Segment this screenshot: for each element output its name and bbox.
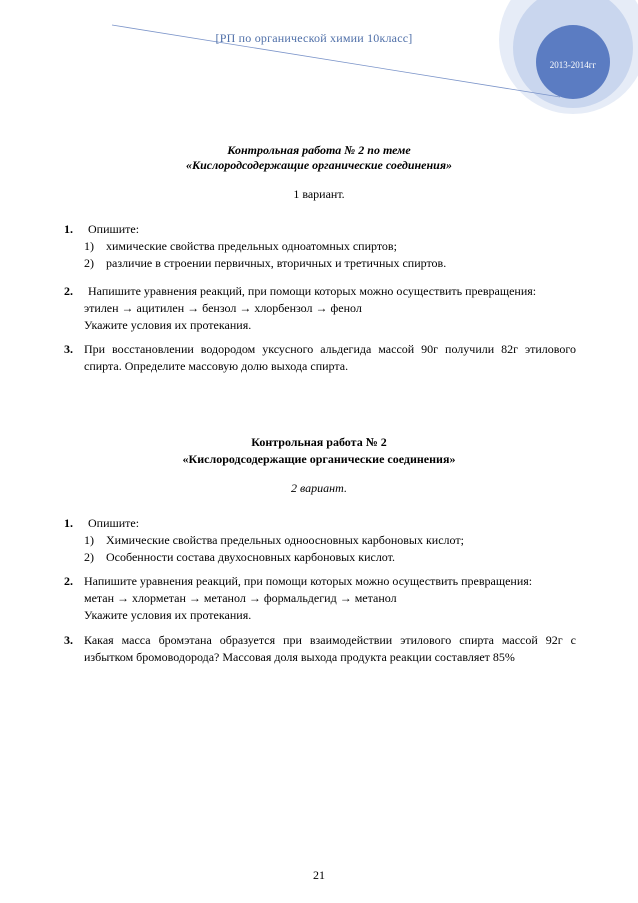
variant2-question3 — [64, 632, 576, 666]
question-text-cont: спирта. Определите массовую долю выхода спирта. — [84, 359, 349, 373]
variant1-question3 — [64, 341, 576, 375]
question-text: При восстановлении водородом уксусного альдегида массой 90г получили 82г этилового — [84, 342, 576, 356]
running-header — [0, 31, 638, 46]
variant2-label: 2 вариант. — [291, 481, 347, 495]
question-number: 1. — [64, 222, 73, 236]
list-item: 2) Особенности состава двухосновных карбоновых кислот. — [84, 550, 395, 564]
question-number: 3. — [64, 633, 73, 647]
question-text: Напишите уравнения реакций, при помощи которых можно осуществить превращения: — [84, 574, 533, 588]
question-text: Опишите: — [88, 516, 140, 530]
reaction-chain: метан → хлорметан → метанол → формальдегид → метанол — [84, 591, 397, 605]
variant2-title-line1: Контрольная работа № 2 — [251, 435, 387, 449]
question-text: Опишите: — [88, 222, 140, 236]
variant2-question2 — [64, 573, 576, 624]
variant1-question2 — [64, 283, 576, 334]
question-note: Укажите условия их протекания. — [84, 608, 252, 622]
question-number: 3. — [64, 342, 73, 356]
question-text-cont: избытком бромоводорода? Массовая доля выхода продукта реакции составляет 85% — [84, 650, 515, 664]
question-note: Укажите условия их протекания. — [84, 318, 252, 332]
running-header-text: [РП по органической химии 10класс] — [215, 31, 413, 45]
variant1-question1 — [64, 221, 576, 272]
variant1-label: 1 вариант. — [293, 187, 345, 201]
question-number: 2. — [64, 574, 73, 588]
question-number: 2. — [64, 284, 73, 298]
year-badge: 2013-2014гг — [549, 60, 597, 70]
variant2-question1 — [64, 515, 576, 566]
question-text: Какая масса бромэтана образуется при взаимодействии этилового спирта массой 92г с — [84, 633, 576, 647]
variant1-title-line2: «Кислородсодержащие органические соединения» — [185, 158, 453, 172]
list-item: 1) химические свойства предельных одноатомных спиртов; — [84, 239, 397, 253]
reaction-chain: этилен → ацитилен → бензол → хлорбензол → фенол — [84, 301, 362, 315]
list-item: 1) Химические свойства предельных одноосновных карбоновых кислот; — [84, 533, 464, 547]
question-number: 1. — [64, 516, 73, 530]
page-number: 21 — [313, 868, 325, 882]
list-item: 2) различие в строении первичных, вторичных и третичных спиртов. — [84, 256, 447, 270]
question-text: Напишите уравнения реакций, при помощи которых можно осуществить превращения: — [88, 284, 537, 298]
variant1-title-line1: Контрольная работа № 2 по теме — [227, 143, 411, 157]
variant2-title-line2: «Кислородсодержащие органические соединения» — [182, 452, 456, 466]
